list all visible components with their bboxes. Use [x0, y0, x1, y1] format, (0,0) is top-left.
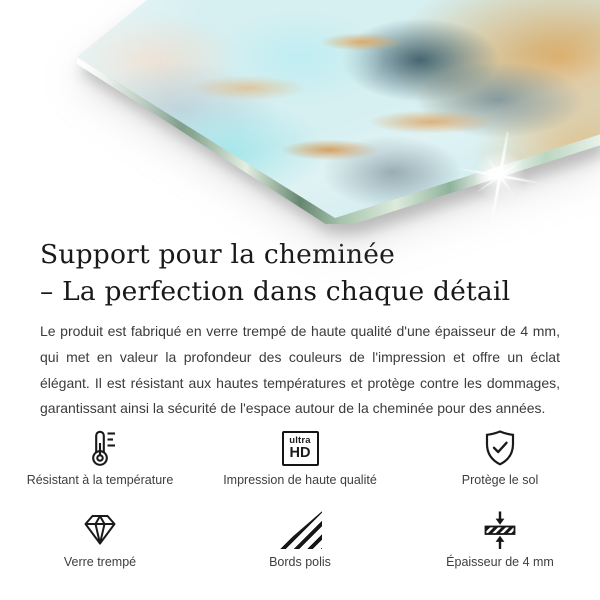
- thickness-compress-icon: [480, 509, 520, 551]
- glass-panel: [0, 0, 600, 224]
- feature-temperature-resistant: [0, 427, 200, 487]
- feature-label: Protège le sol: [461, 473, 539, 488]
- feature-tempered-glass: [0, 509, 200, 569]
- feature-thickness: [400, 509, 600, 569]
- title-line-1: Support pour la cheminée: [40, 239, 396, 270]
- feature-label: Impression de haute qualité: [223, 473, 377, 488]
- feature-floor-protection: [400, 427, 600, 487]
- diamond-icon: [79, 509, 121, 551]
- glass-artwork: [0, 0, 600, 224]
- feature-label: Épaisseur de 4 mm: [446, 555, 554, 570]
- ultra-hd-icon: [282, 427, 319, 469]
- feature-print-quality: [200, 427, 400, 487]
- feature-label: Résistant à la température: [26, 473, 174, 488]
- feature-label: Bords polis: [269, 555, 331, 570]
- product-description-section: [0, 236, 600, 422]
- feature-grid: [0, 427, 600, 569]
- ultra-hd-badge-bottom: HD: [289, 445, 311, 462]
- polished-edges-icon: [278, 509, 322, 551]
- thermometer-icon: [80, 427, 120, 469]
- page-title: [40, 236, 560, 310]
- product-image: [0, 0, 600, 224]
- ultra-hd-badge-top: ultra: [289, 434, 311, 446]
- shield-check-icon: [480, 427, 520, 469]
- feature-polished-edges: [200, 509, 400, 569]
- product-description-text: Le produit est fabriqué en verre trempé de haute qualité d'une épaisseur de 4 mm, qui met en valeur la profondeur des couleurs de l'impression et offre un éclat élégant. Il est résistant aux hautes températures et protège contre les dommages, garantissant ainsi la sécurité de l'espace autour de la cheminée pour des années.: [40, 323, 560, 417]
- title-line-2: – La perfection dans chaque détail: [40, 276, 511, 307]
- feature-label: Verre trempé: [63, 555, 137, 570]
